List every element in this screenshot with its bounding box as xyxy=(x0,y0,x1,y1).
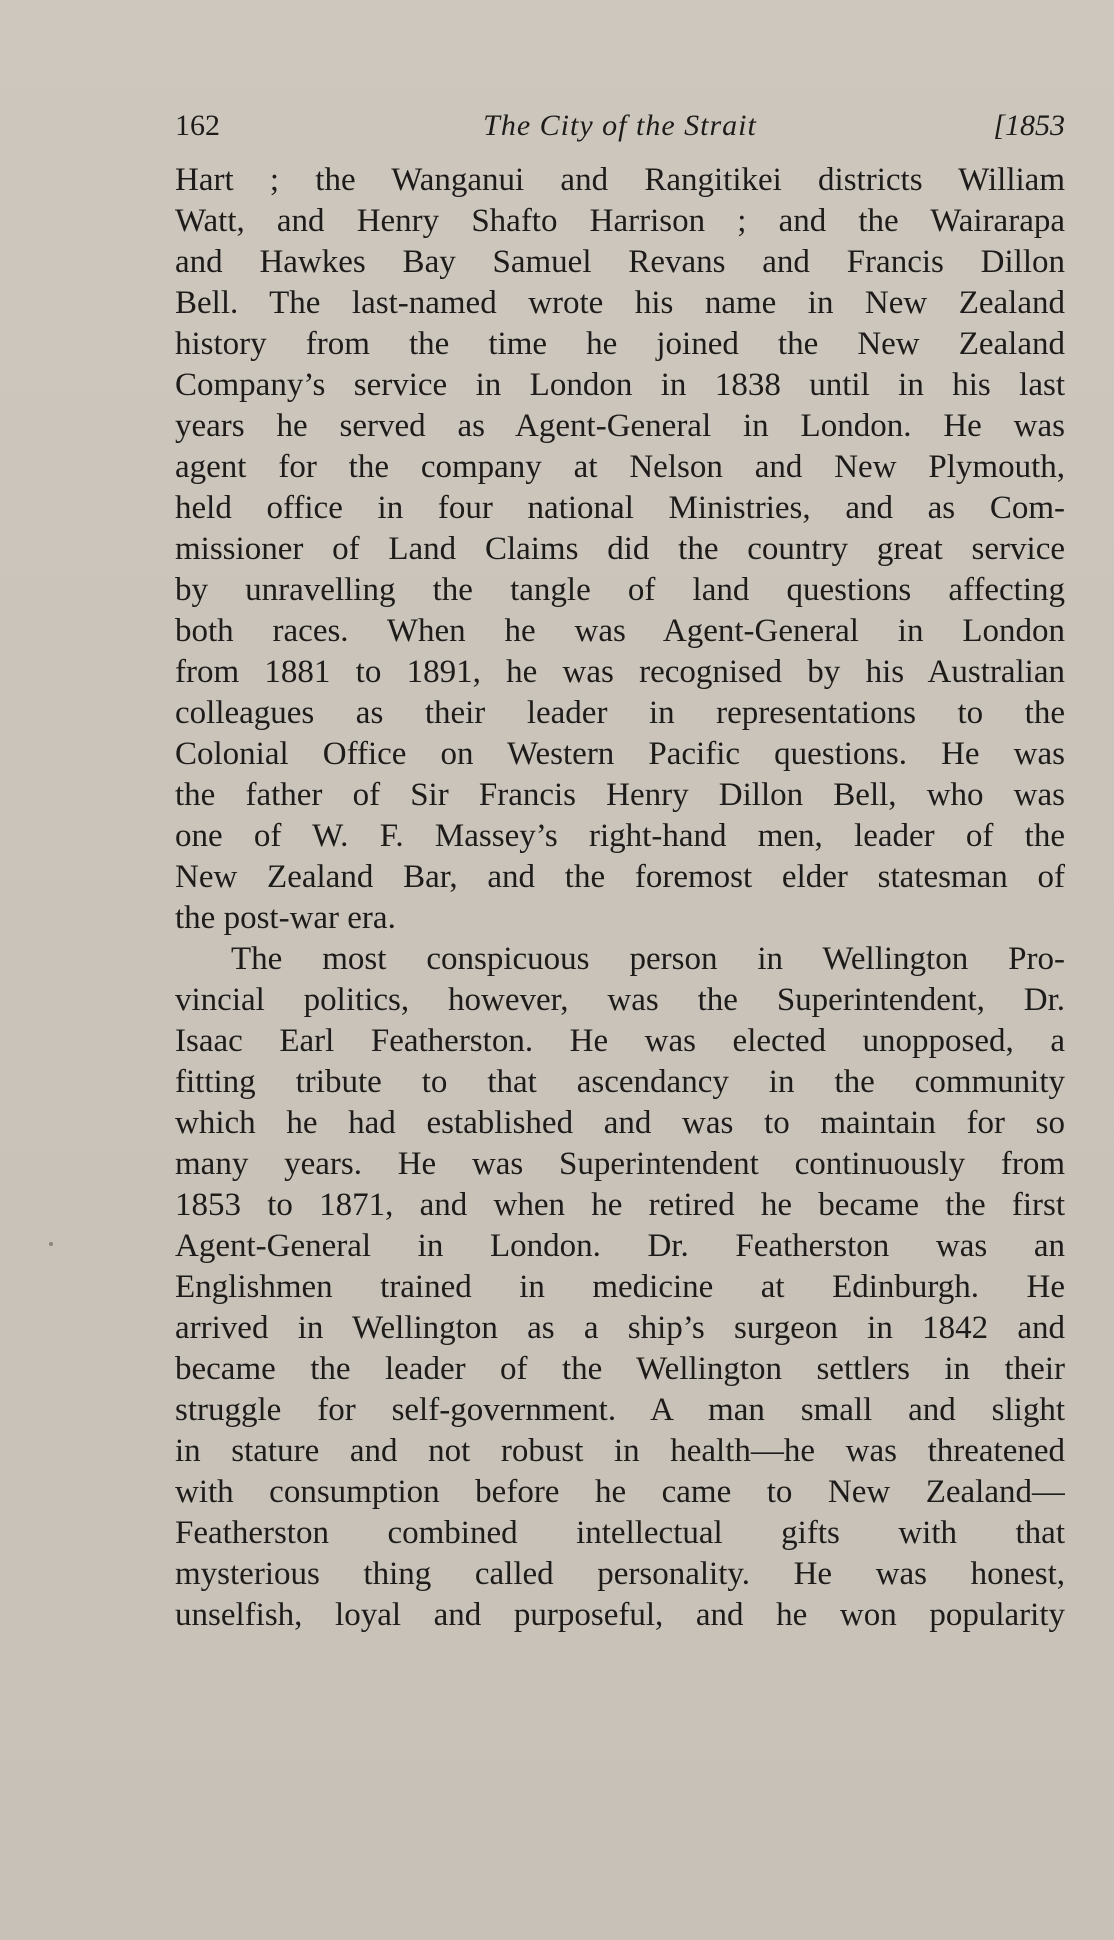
text-line: Colonial Office on Western Pacific questions. He was xyxy=(175,736,1065,772)
text-line: Watt, and Henry Shafto Harrison ; and the Wairarapa xyxy=(175,203,1065,239)
body-text xyxy=(175,160,1065,1636)
text-line: agent for the company at Nelson and New Plymouth, xyxy=(175,449,1065,485)
text-line: became the leader of the Wellington settlers in their xyxy=(175,1351,1065,1387)
text-line: one of W. F. Massey’s right-hand men, leader of the xyxy=(175,818,1065,854)
text-line: Hart ; the Wanganui and Rangitikei districts William xyxy=(175,162,1065,198)
text-line: 1853 to 1871, and when he retired he became the first xyxy=(175,1187,1065,1223)
text-line: the father of Sir Francis Henry Dillon Bell, who was xyxy=(175,777,1065,813)
text-line: colleagues as their leader in representations to the xyxy=(175,695,1065,731)
text-line: struggle for self-government. A man small and slight xyxy=(175,1392,1065,1428)
text-line: New Zealand Bar, and the foremost elder statesman of xyxy=(175,859,1065,895)
text-line: history from the time he joined the New Zealand xyxy=(175,326,1065,362)
text-line: vincial politics, however, was the Superintendent, Dr. xyxy=(175,982,1065,1018)
text-line: with consumption before he came to New Zealand— xyxy=(175,1474,1065,1510)
text-line: fitting tribute to that ascendancy in the community xyxy=(175,1064,1065,1100)
running-year: [1853 xyxy=(993,109,1065,142)
text-line: Featherston combined intellectual gifts with that xyxy=(175,1515,1065,1551)
running-title: The City of the Strait xyxy=(483,109,757,142)
text-line: missioner of Land Claims did the country great service xyxy=(175,531,1065,567)
text-line: Bell. The last-named wrote his name in New Zealand xyxy=(175,285,1065,321)
text-line: from 1881 to 1891, he was recognised by his Australian xyxy=(175,654,1065,690)
text-line: The most conspicuous person in Wellington Pro- xyxy=(231,941,1065,977)
text-line: unselfish, loyal and purposeful, and he won popularity xyxy=(175,1597,1065,1633)
text-line: many years. He was Superintendent continuously from xyxy=(175,1146,1065,1182)
text-line: and Hawkes Bay Samuel Revans and Francis Dillon xyxy=(175,244,1065,280)
text-line: arrived in Wellington as a ship’s surgeon in 1842 and xyxy=(175,1310,1065,1346)
text-line: both races. When he was Agent-General in London xyxy=(175,613,1065,649)
text-line: Isaac Earl Featherston. He was elected unopposed, a xyxy=(175,1023,1065,1059)
running-head xyxy=(175,106,1065,146)
text-line: Englishmen trained in medicine at Edinburgh. He xyxy=(175,1269,1065,1305)
text-line: Agent-General in London. Dr. Featherston was an xyxy=(175,1228,1065,1264)
text-line: which he had established and was to maintain for so xyxy=(175,1105,1065,1141)
text-line: held office in four national Ministries, and as Com- xyxy=(175,490,1065,526)
text-line: years he served as Agent-General in London. He was xyxy=(175,408,1065,444)
text-line: Company’s service in London in 1838 until in his last xyxy=(175,367,1065,403)
paper-speck xyxy=(49,1242,53,1246)
page-number: 162 xyxy=(175,109,220,142)
text-line: the post-war era. xyxy=(175,900,396,936)
text-line: in stature and not robust in health—he was threatened xyxy=(175,1433,1065,1469)
text-line: by unravelling the tangle of land questions affecting xyxy=(175,572,1065,608)
text-line: mysterious thing called personality. He was honest, xyxy=(175,1556,1065,1592)
